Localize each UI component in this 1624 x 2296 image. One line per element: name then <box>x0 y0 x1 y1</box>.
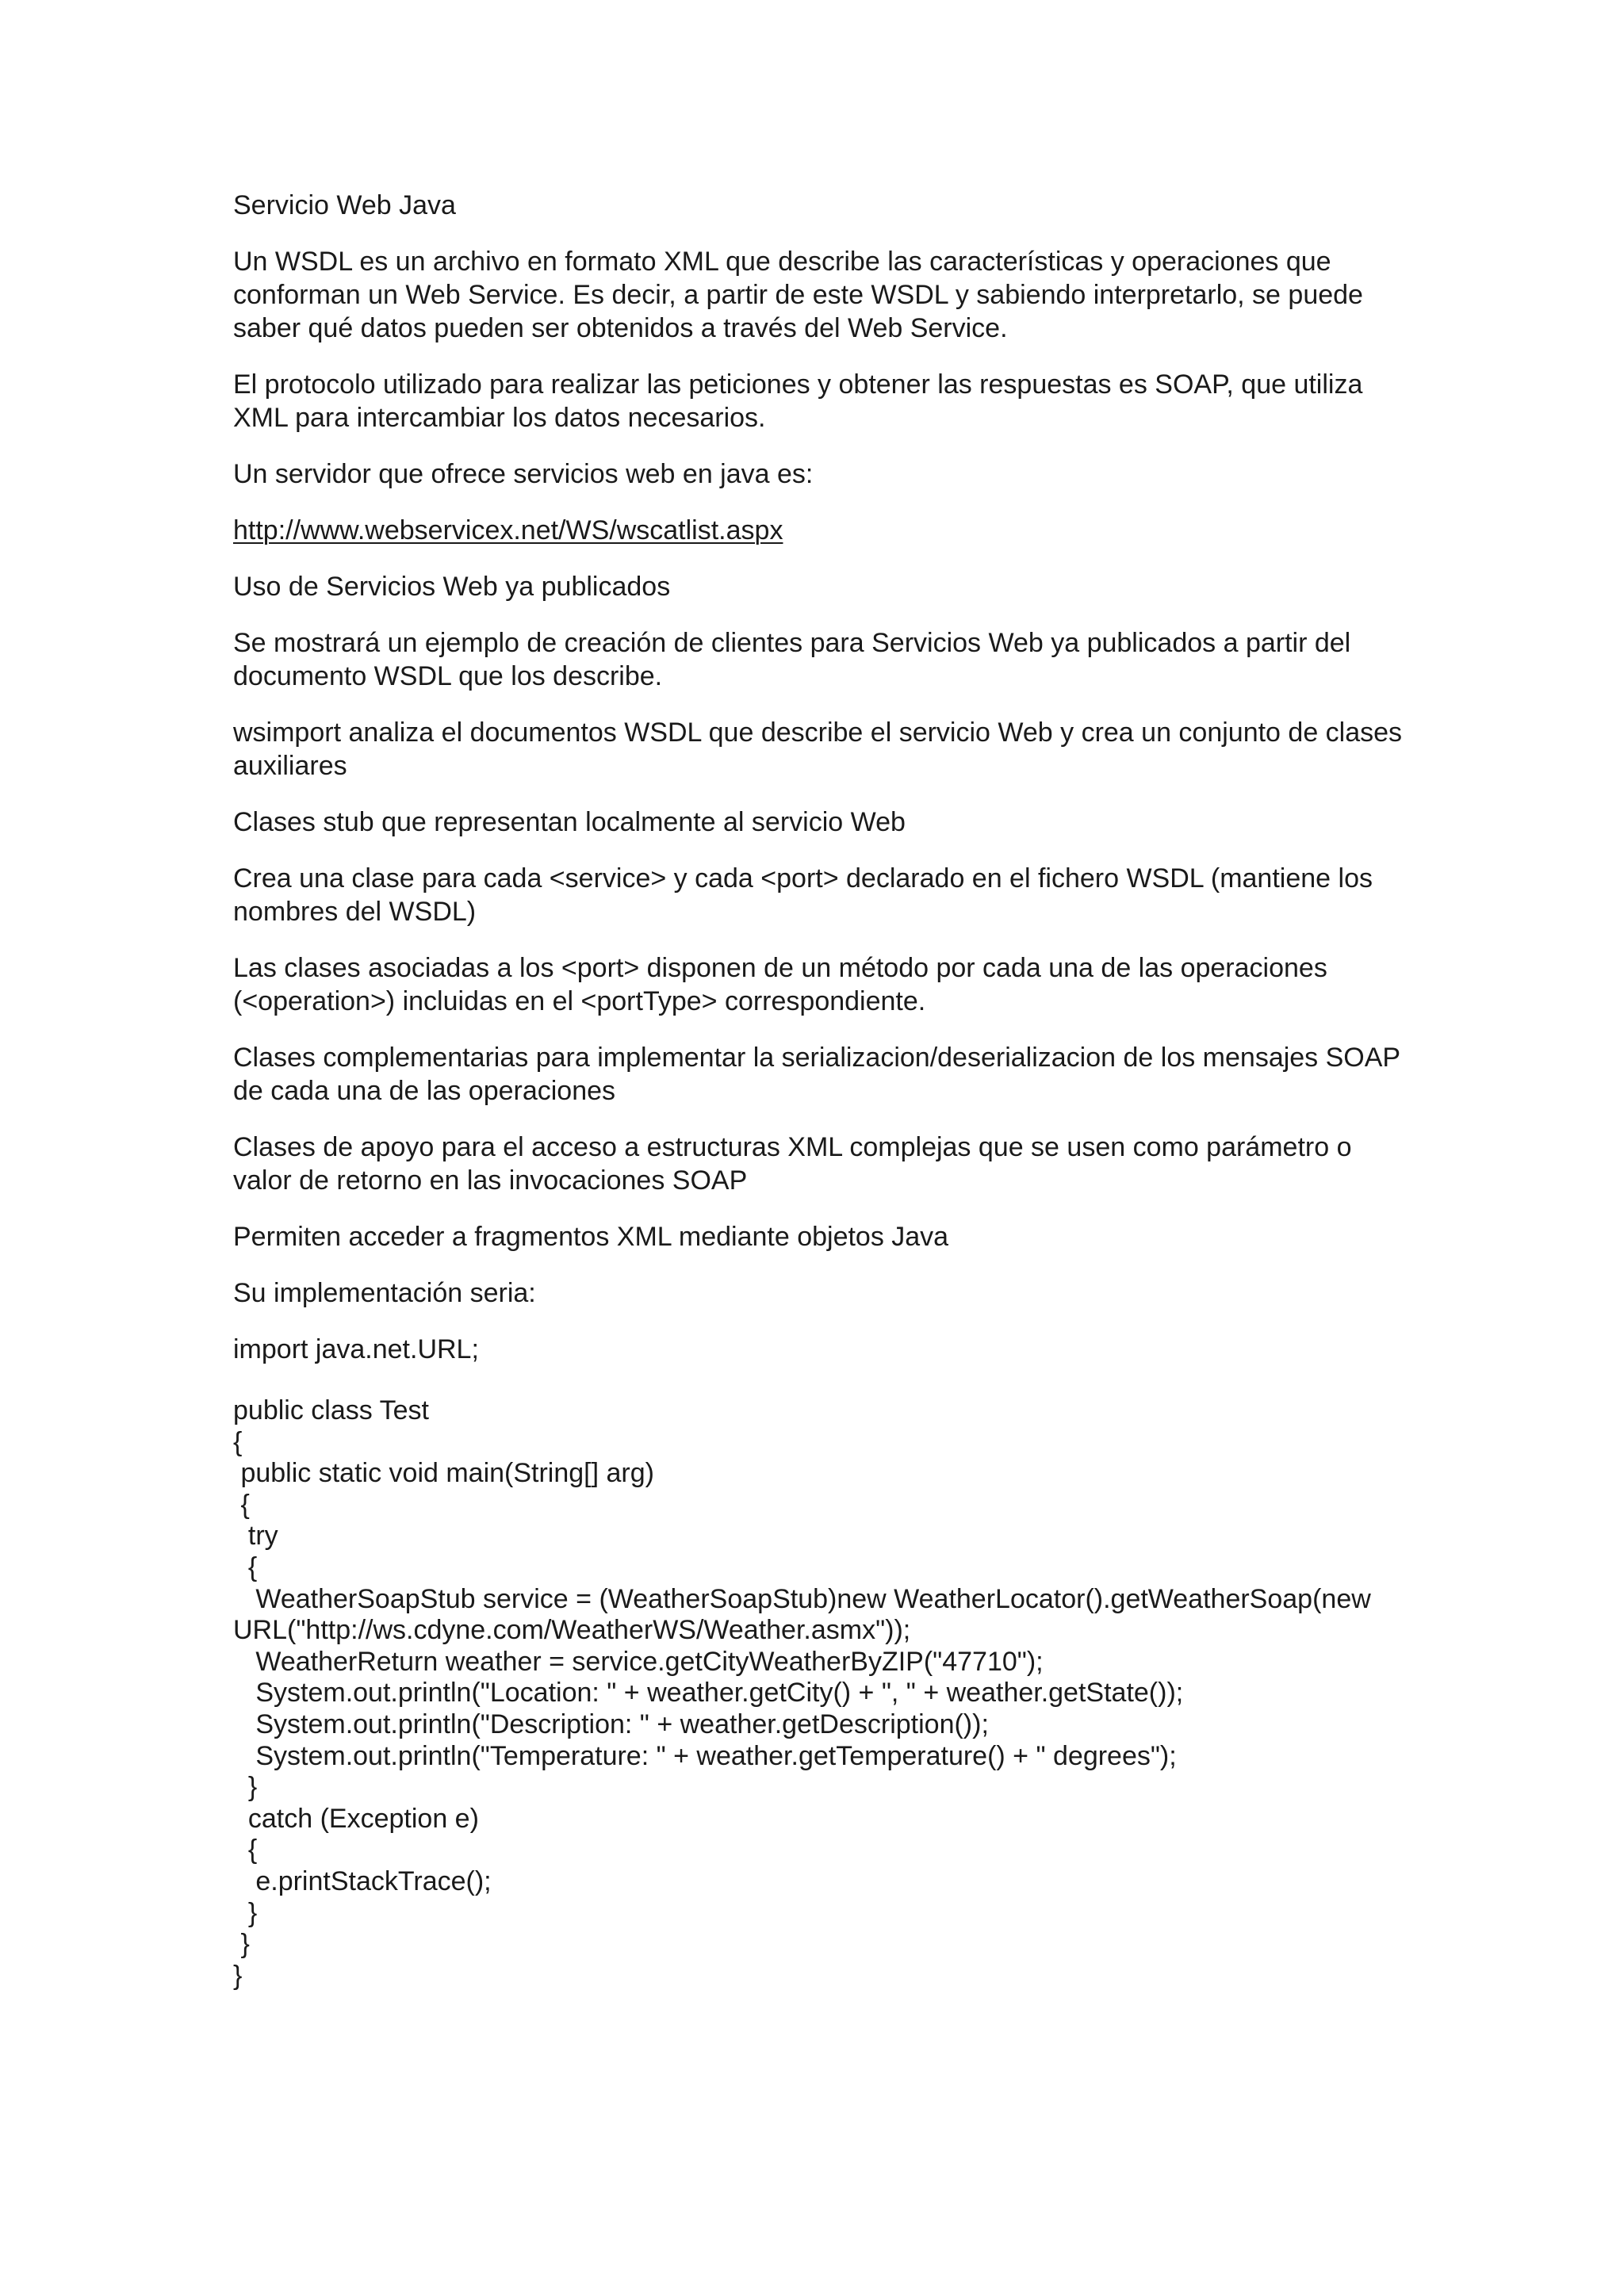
code-line: System.out.println("Description: " + weather.getDescription()); <box>233 1709 989 1739</box>
code-import-line: import java.net.URL; <box>233 1334 479 1364</box>
code-line: System.out.println("Location: " + weather.getCity() + ", " + weather.getState()); <box>233 1678 1184 1709</box>
code-line: { <box>233 1835 258 1866</box>
paragraph-support-classes: Clases de apoyo para el acceso a estructuras XML complejas que se usen como parámetro o valor de retorno en las invocaciones SOAP <box>233 1132 1352 1196</box>
code-line: } <box>233 1772 258 1803</box>
paragraph-wsimport: wsimport analiza el documentos WSDL que describe el servicio Web y crea un conjunto de clases auxiliares <box>233 718 1403 781</box>
document-body <box>233 189 1407 1992</box>
section-heading-published-services: Uso de Servicios Web ya publicados <box>233 572 671 602</box>
code-line: { <box>233 1552 258 1582</box>
server-link-paragraph <box>233 514 1407 547</box>
paragraph-implementation-intro: Su implementación seria: <box>233 1278 536 1308</box>
code-line: { <box>233 1489 250 1520</box>
paragraph-stub-classes: Clases stub que representan localmente al servicio Web <box>233 807 906 837</box>
code-line: } <box>233 1897 258 1928</box>
code-line: System.out.println("Temperature: " + weather.getTemperature() + " degrees"); <box>233 1740 1177 1771</box>
document-title: Servicio Web Java <box>233 190 456 220</box>
code-line: WeatherReturn weather = service.getCityWeatherByZIP("47710"); <box>233 1646 1044 1677</box>
paragraph-service-port-classes: Crea una clase para cada <service> y cada <port> declarado en el fichero WSDL (mantiene los nombres del WSDL) <box>233 863 1373 927</box>
paragraph-serialization-classes: Clases complementarias para implementar la serializacion/deserializacion de los mensajes SOAP de cada una de las operaciones <box>233 1043 1400 1106</box>
code-line: catch (Exception e) <box>233 1803 479 1834</box>
code-line: WeatherSoapStub service = (WeatherSoapStub)new WeatherLocator().getWeatherSoap(new URL("http://ws.cdyne.com/WeatherWS/Weather.asmx")); <box>233 1583 1379 1646</box>
code-line: { <box>233 1426 243 1457</box>
code-line: try <box>233 1521 278 1552</box>
code-block <box>233 1395 1407 1992</box>
paragraph-soap-protocol: El protocolo utilizado para realizar las peticiones y obtener las respuestas es SOAP, que utiliza XML para intercambiar los datos necesarios. <box>233 369 1363 433</box>
paragraph-wsdl-definition: Un WSDL es un archivo en formato XML que describe las características y operaciones que conforman un Web Service. Es decir, a partir de este WSDL y sabiendo interpretarlo, se puede saber qué datos pueden ser obtenidos a través del Web Service. <box>233 247 1363 343</box>
code-line: e.printStackTrace(); <box>233 1866 492 1896</box>
code-line: public class Test <box>233 1395 429 1425</box>
server-link[interactable]: http://www.webservicex.net/WS/wscatlist.aspx <box>233 515 783 545</box>
code-line: public static void main(String[] arg) <box>233 1458 654 1489</box>
paragraph-port-methods: Las clases asociadas a los <port> disponen de un método por cada una de las operaciones (<operation>) incluidas en el <portType> correspondiente. <box>233 953 1327 1016</box>
paragraph-client-example: Se mostrará un ejemplo de creación de clientes para Servicios Web ya publicados a partir del documento WSDL que los describe. <box>233 628 1351 691</box>
code-line: } <box>233 1960 243 1991</box>
paragraph-server-intro: Un servidor que ofrece servicios web en java es: <box>233 459 814 489</box>
paragraph-xml-fragments: Permiten acceder a fragmentos XML mediante objetos Java <box>233 1222 949 1252</box>
code-line: } <box>233 1929 250 1960</box>
